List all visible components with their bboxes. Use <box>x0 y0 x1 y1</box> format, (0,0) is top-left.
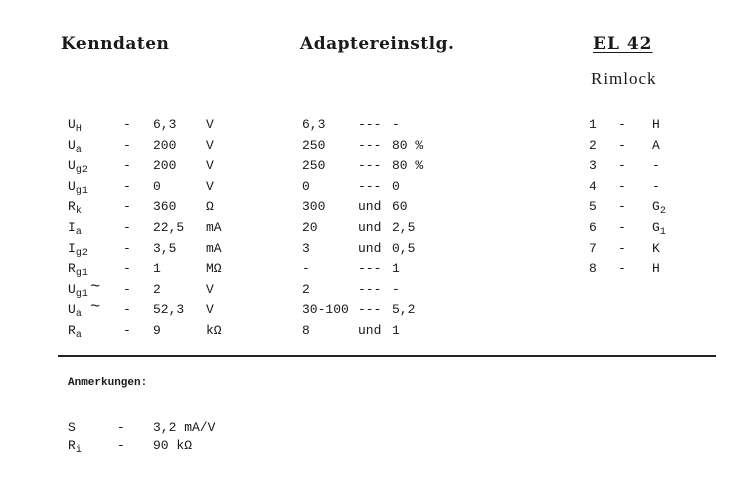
pin-row <box>0 241 700 256</box>
equals-dash: - <box>123 261 131 277</box>
parameter-value: 200 <box>153 158 177 174</box>
pin-function <box>652 179 660 194</box>
pin-number: 4 <box>589 178 597 194</box>
pin-row <box>0 179 700 194</box>
parameter-subscript: H <box>75 124 82 135</box>
equals-dash: - <box>123 220 131 235</box>
adapter-connector: --- <box>358 261 382 277</box>
pin-row <box>0 199 700 218</box>
parameter-symbol <box>68 302 82 319</box>
parameter-subscript: a <box>75 309 82 321</box>
adapter-connector: und <box>358 323 382 338</box>
pin-row <box>0 158 700 173</box>
adapter-value: 30-100 <box>302 302 349 318</box>
adapter-connector: und <box>358 240 382 256</box>
remark-letter: S <box>68 420 76 435</box>
adapter-value: 20 <box>302 220 318 235</box>
parameter-unit: V <box>206 117 214 132</box>
adapter-value-2: 1 <box>392 261 400 277</box>
adapter-connector: --- <box>358 117 382 132</box>
equals-dash: - <box>123 117 131 132</box>
pin-function <box>652 220 666 237</box>
pin-dash: - <box>618 137 626 153</box>
adapter-value: 2 <box>302 281 310 297</box>
remark-dash: - <box>117 420 125 435</box>
pin-function <box>652 199 666 216</box>
ac-tilde: ~ <box>90 298 101 318</box>
pin-row <box>0 117 700 132</box>
remark-symbol <box>68 438 82 455</box>
parameter-unit: V <box>206 302 214 318</box>
parameter-unit: V <box>206 137 214 153</box>
pin-function-letter: H <box>652 117 660 132</box>
pin-row <box>0 261 700 276</box>
adapter-value-2: 0,5 <box>392 240 416 256</box>
adapter-connector: --- <box>358 302 382 318</box>
parameter-value: 52,3 <box>153 302 185 318</box>
parameter-letter: I <box>68 240 76 256</box>
parameter-unit: V <box>206 178 214 194</box>
adapter-heading: Adaptereinstlg. <box>300 34 455 54</box>
parameter-value: 22,5 <box>153 220 185 235</box>
pin-function-letter: G <box>652 199 660 215</box>
socket-type-label: Rimlock <box>591 69 657 88</box>
remarks-heading: Anmerkungen: <box>68 377 148 389</box>
adapter-connector: und <box>358 220 382 235</box>
separator-line <box>58 355 716 357</box>
pin-number: 5 <box>589 199 597 215</box>
parameter-subscript: g1 <box>75 268 88 280</box>
pin-function-subscript: 1 <box>659 227 666 238</box>
ac-tilde: ~ <box>90 277 101 297</box>
parameter-value: 2 <box>153 281 161 297</box>
pin-dash: - <box>618 240 626 256</box>
remark-letter: R <box>68 438 76 453</box>
parameter-unit: Ω <box>206 199 214 215</box>
equals-dash: - <box>123 302 131 318</box>
pin-dash: - <box>618 178 626 194</box>
remark-row <box>0 420 300 435</box>
equals-dash: - <box>123 323 131 338</box>
parameter-value: 6,3 <box>153 117 177 132</box>
pin-function <box>652 158 660 173</box>
kenndaten-heading: Kenndaten <box>61 34 170 54</box>
table-row <box>0 277 560 300</box>
parameter-symbol <box>68 323 82 340</box>
pin-function <box>652 138 660 153</box>
pin-function-subscript: 2 <box>659 206 666 218</box>
remark-row <box>0 438 300 456</box>
adapter-connector: --- <box>358 158 382 174</box>
parameter-unit: kΩ <box>206 323 222 338</box>
parameter-value: 3,5 <box>153 240 177 256</box>
adapter-value-2: - <box>392 281 400 297</box>
adapter-value: - <box>302 261 310 277</box>
pin-dash: - <box>618 117 626 132</box>
pin-function <box>652 241 660 256</box>
equals-dash: - <box>123 199 131 215</box>
adapter-value-2: 80 % <box>392 137 424 153</box>
parameter-unit: V <box>206 281 214 297</box>
pin-number: 3 <box>589 158 597 174</box>
pin-dash: - <box>618 199 626 215</box>
parameter-subscript: g1 <box>75 288 88 300</box>
pin-row <box>0 138 700 153</box>
parameter-letter: U <box>68 178 76 194</box>
parameter-value: 1 <box>153 261 161 277</box>
pin-function-letter: - <box>652 158 660 174</box>
remark-subscript: i <box>75 445 82 456</box>
pin-dash: - <box>618 220 626 235</box>
parameter-subscript: g2 <box>75 165 88 177</box>
parameter-letter: U <box>68 302 76 318</box>
parameter-letter: R <box>68 199 76 215</box>
parameter-unit: V <box>206 158 214 174</box>
parameter-letter: R <box>68 323 76 338</box>
pin-function-letter: A <box>652 137 660 153</box>
adapter-value: 6,3 <box>302 117 326 132</box>
remark-value: 90 kΩ <box>153 438 193 453</box>
tube-type-heading: EL 42 <box>593 34 653 54</box>
adapter-value: 250 <box>302 137 326 153</box>
equals-dash: - <box>123 178 131 194</box>
adapter-connector: --- <box>358 281 382 297</box>
remark-dash: - <box>117 438 125 453</box>
pin-function-letter: - <box>652 178 660 194</box>
pin-number: 1 <box>589 117 597 132</box>
adapter-value: 250 <box>302 158 326 174</box>
adapter-value: 0 <box>302 178 310 194</box>
remark-symbol <box>68 420 76 435</box>
parameter-unit: mA <box>206 220 222 235</box>
parameter-letter: U <box>68 137 76 153</box>
parameter-unit: MΩ <box>206 261 222 277</box>
adapter-value-2: 2,5 <box>392 220 416 235</box>
adapter-value: 8 <box>302 323 310 338</box>
pin-number: 2 <box>589 137 597 153</box>
adapter-value-2: 0 <box>392 178 400 194</box>
parameter-value: 9 <box>153 323 161 338</box>
equals-dash: - <box>123 240 131 256</box>
adapter-value-2: 1 <box>392 323 400 338</box>
parameter-letter: U <box>68 117 76 132</box>
equals-dash: - <box>123 137 131 153</box>
parameter-letter: I <box>68 220 76 235</box>
adapter-value: 3 <box>302 240 310 256</box>
pin-function <box>652 117 660 132</box>
table-row <box>0 323 560 341</box>
adapter-value: 300 <box>302 199 326 215</box>
parameter-letter: R <box>68 261 76 277</box>
pin-dash: - <box>618 261 626 277</box>
parameter-letter: U <box>68 158 76 174</box>
pin-function-letter: K <box>652 240 660 256</box>
adapter-value-2: 80 % <box>392 158 424 174</box>
pin-function-letter: G <box>652 220 660 235</box>
parameter-subscript: g1 <box>75 185 88 197</box>
adapter-connector: --- <box>358 137 382 153</box>
pin-number: 7 <box>589 240 597 256</box>
parameter-value: 200 <box>153 137 177 153</box>
parameter-value: 360 <box>153 199 177 215</box>
adapter-value-2: 60 <box>392 199 408 215</box>
parameter-unit: mA <box>206 240 222 256</box>
adapter-connector: --- <box>358 178 382 194</box>
equals-dash: - <box>123 281 131 297</box>
pin-number: 8 <box>589 261 597 277</box>
adapter-value-2: 5,2 <box>392 302 416 318</box>
adapter-value-2: - <box>392 117 400 132</box>
remark-value: 3,2 mA/V <box>153 420 216 435</box>
parameter-subscript: g2 <box>75 247 88 259</box>
adapter-connector: und <box>358 199 382 215</box>
pin-dash: - <box>618 158 626 174</box>
parameter-subscript: a <box>75 144 82 156</box>
parameter-symbol <box>68 282 88 299</box>
pin-number: 6 <box>589 220 597 235</box>
equals-dash: - <box>123 158 131 174</box>
pin-function-letter: H <box>652 261 660 277</box>
parameter-subscript: a <box>75 330 82 341</box>
parameter-subscript: k <box>75 206 82 218</box>
parameter-subscript: a <box>75 227 82 238</box>
parameter-value: 0 <box>153 178 161 194</box>
table-row <box>0 298 560 321</box>
parameter-letter: U <box>68 281 76 297</box>
pin-row <box>0 220 700 238</box>
pin-function <box>652 261 660 276</box>
